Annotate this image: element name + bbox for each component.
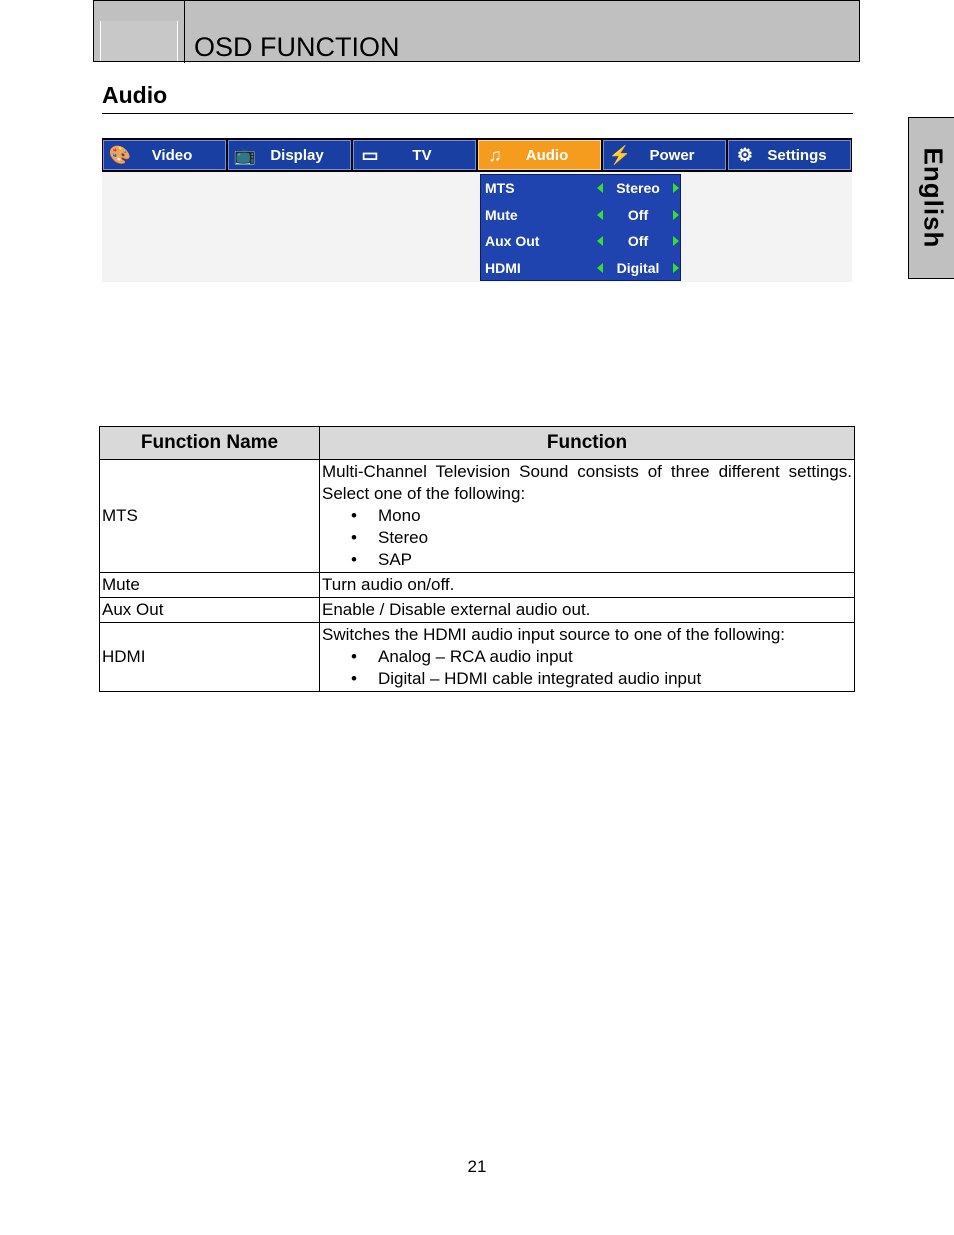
submenu-item-value: Off xyxy=(627,206,649,223)
table-row xyxy=(100,623,855,692)
palette-icon: 🎨 xyxy=(108,144,132,165)
arrow-left-icon xyxy=(597,210,603,220)
submenu-row-mts xyxy=(481,175,680,202)
function-table xyxy=(99,426,855,692)
function-desc-cell xyxy=(320,623,855,692)
osd-tab-label: TV xyxy=(412,146,432,164)
osd-tab-video xyxy=(103,140,226,170)
bullet-list xyxy=(322,646,852,690)
header-stub xyxy=(100,21,178,61)
submenu-row-mute xyxy=(481,202,680,229)
submenu-row-hdmi xyxy=(481,255,680,282)
submenu-row-aux-out xyxy=(481,228,680,255)
function-name-cell: Mute xyxy=(100,573,320,598)
table-row xyxy=(100,460,855,573)
arrow-right-icon xyxy=(673,236,679,246)
list-item: • Analog – RCA audio input xyxy=(378,646,852,668)
list-item: • Stereo xyxy=(378,527,852,549)
submenu-item-value: Digital xyxy=(616,259,660,276)
function-desc-text: Multi-Channel Television Sound consists of three different settings. Select one of the following: xyxy=(322,462,852,503)
header-title: OSD FUNCTION xyxy=(194,32,400,62)
function-desc-text: Switches the HDMI audio input source to one of the following: xyxy=(322,625,786,644)
arrow-left-icon xyxy=(597,183,603,193)
section-rule xyxy=(102,113,853,114)
osd-tab-tv xyxy=(353,140,476,170)
arrow-left-icon xyxy=(597,263,603,273)
list-item: • Digital – HDMI cable integrated audio input xyxy=(378,668,852,690)
arrow-right-icon xyxy=(673,183,679,193)
section-title: Audio xyxy=(102,82,168,108)
bullet-list xyxy=(322,505,852,571)
function-name-cell: HDMI xyxy=(100,623,320,692)
submenu-item-value: Off xyxy=(627,233,649,250)
osd-menu-screenshot xyxy=(102,138,852,282)
arrow-right-icon xyxy=(673,210,679,220)
osd-tab-power xyxy=(603,140,726,170)
function-desc-cell: Enable / Disable external audio out. xyxy=(320,598,855,623)
osd-tab-label: Audio xyxy=(525,146,569,164)
display-icon: 📺 xyxy=(233,144,257,165)
submenu-item-name: HDMI xyxy=(485,259,521,276)
table-row xyxy=(100,573,855,598)
table-row xyxy=(100,598,855,623)
list-item: • Mono xyxy=(378,505,852,527)
language-tab xyxy=(908,117,954,279)
osd-tab-settings xyxy=(728,140,851,170)
page-number: 21 xyxy=(467,1157,487,1176)
submenu-item-name: MTS xyxy=(485,180,515,197)
function-name-cell: MTS xyxy=(100,460,320,573)
header-divider xyxy=(184,1,185,63)
column-header-function: Function xyxy=(320,427,855,460)
music-note-icon: ♫ xyxy=(488,144,502,165)
arrow-right-icon xyxy=(673,263,679,273)
arrow-left-icon xyxy=(597,236,603,246)
table-header-row xyxy=(100,427,855,460)
osd-tab-audio xyxy=(478,140,601,170)
power-plug-icon: ⚡ xyxy=(608,144,632,165)
audio-submenu xyxy=(480,174,681,281)
gears-icon: ⚙ xyxy=(736,144,754,165)
osd-tab-label: Display xyxy=(270,146,324,164)
function-name-cell: Aux Out xyxy=(100,598,320,623)
submenu-item-value: Stereo xyxy=(616,180,660,197)
language-tab-label: English xyxy=(918,147,948,249)
submenu-item-name: Mute xyxy=(485,206,518,223)
osd-tab-display xyxy=(228,140,351,170)
submenu-item-name: Aux Out xyxy=(485,233,540,250)
osd-tab-bar xyxy=(102,138,852,172)
osd-tab-label: Settings xyxy=(767,146,827,164)
function-desc-cell xyxy=(320,460,855,573)
column-header-name: Function Name xyxy=(100,427,320,460)
function-desc-cell: Turn audio on/off. xyxy=(320,573,855,598)
osd-tab-label: Power xyxy=(649,146,695,164)
tv-icon: ▭ xyxy=(361,144,379,165)
list-item: • SAP xyxy=(378,549,852,571)
page-header xyxy=(93,0,860,62)
osd-tab-label: Video xyxy=(151,146,193,164)
